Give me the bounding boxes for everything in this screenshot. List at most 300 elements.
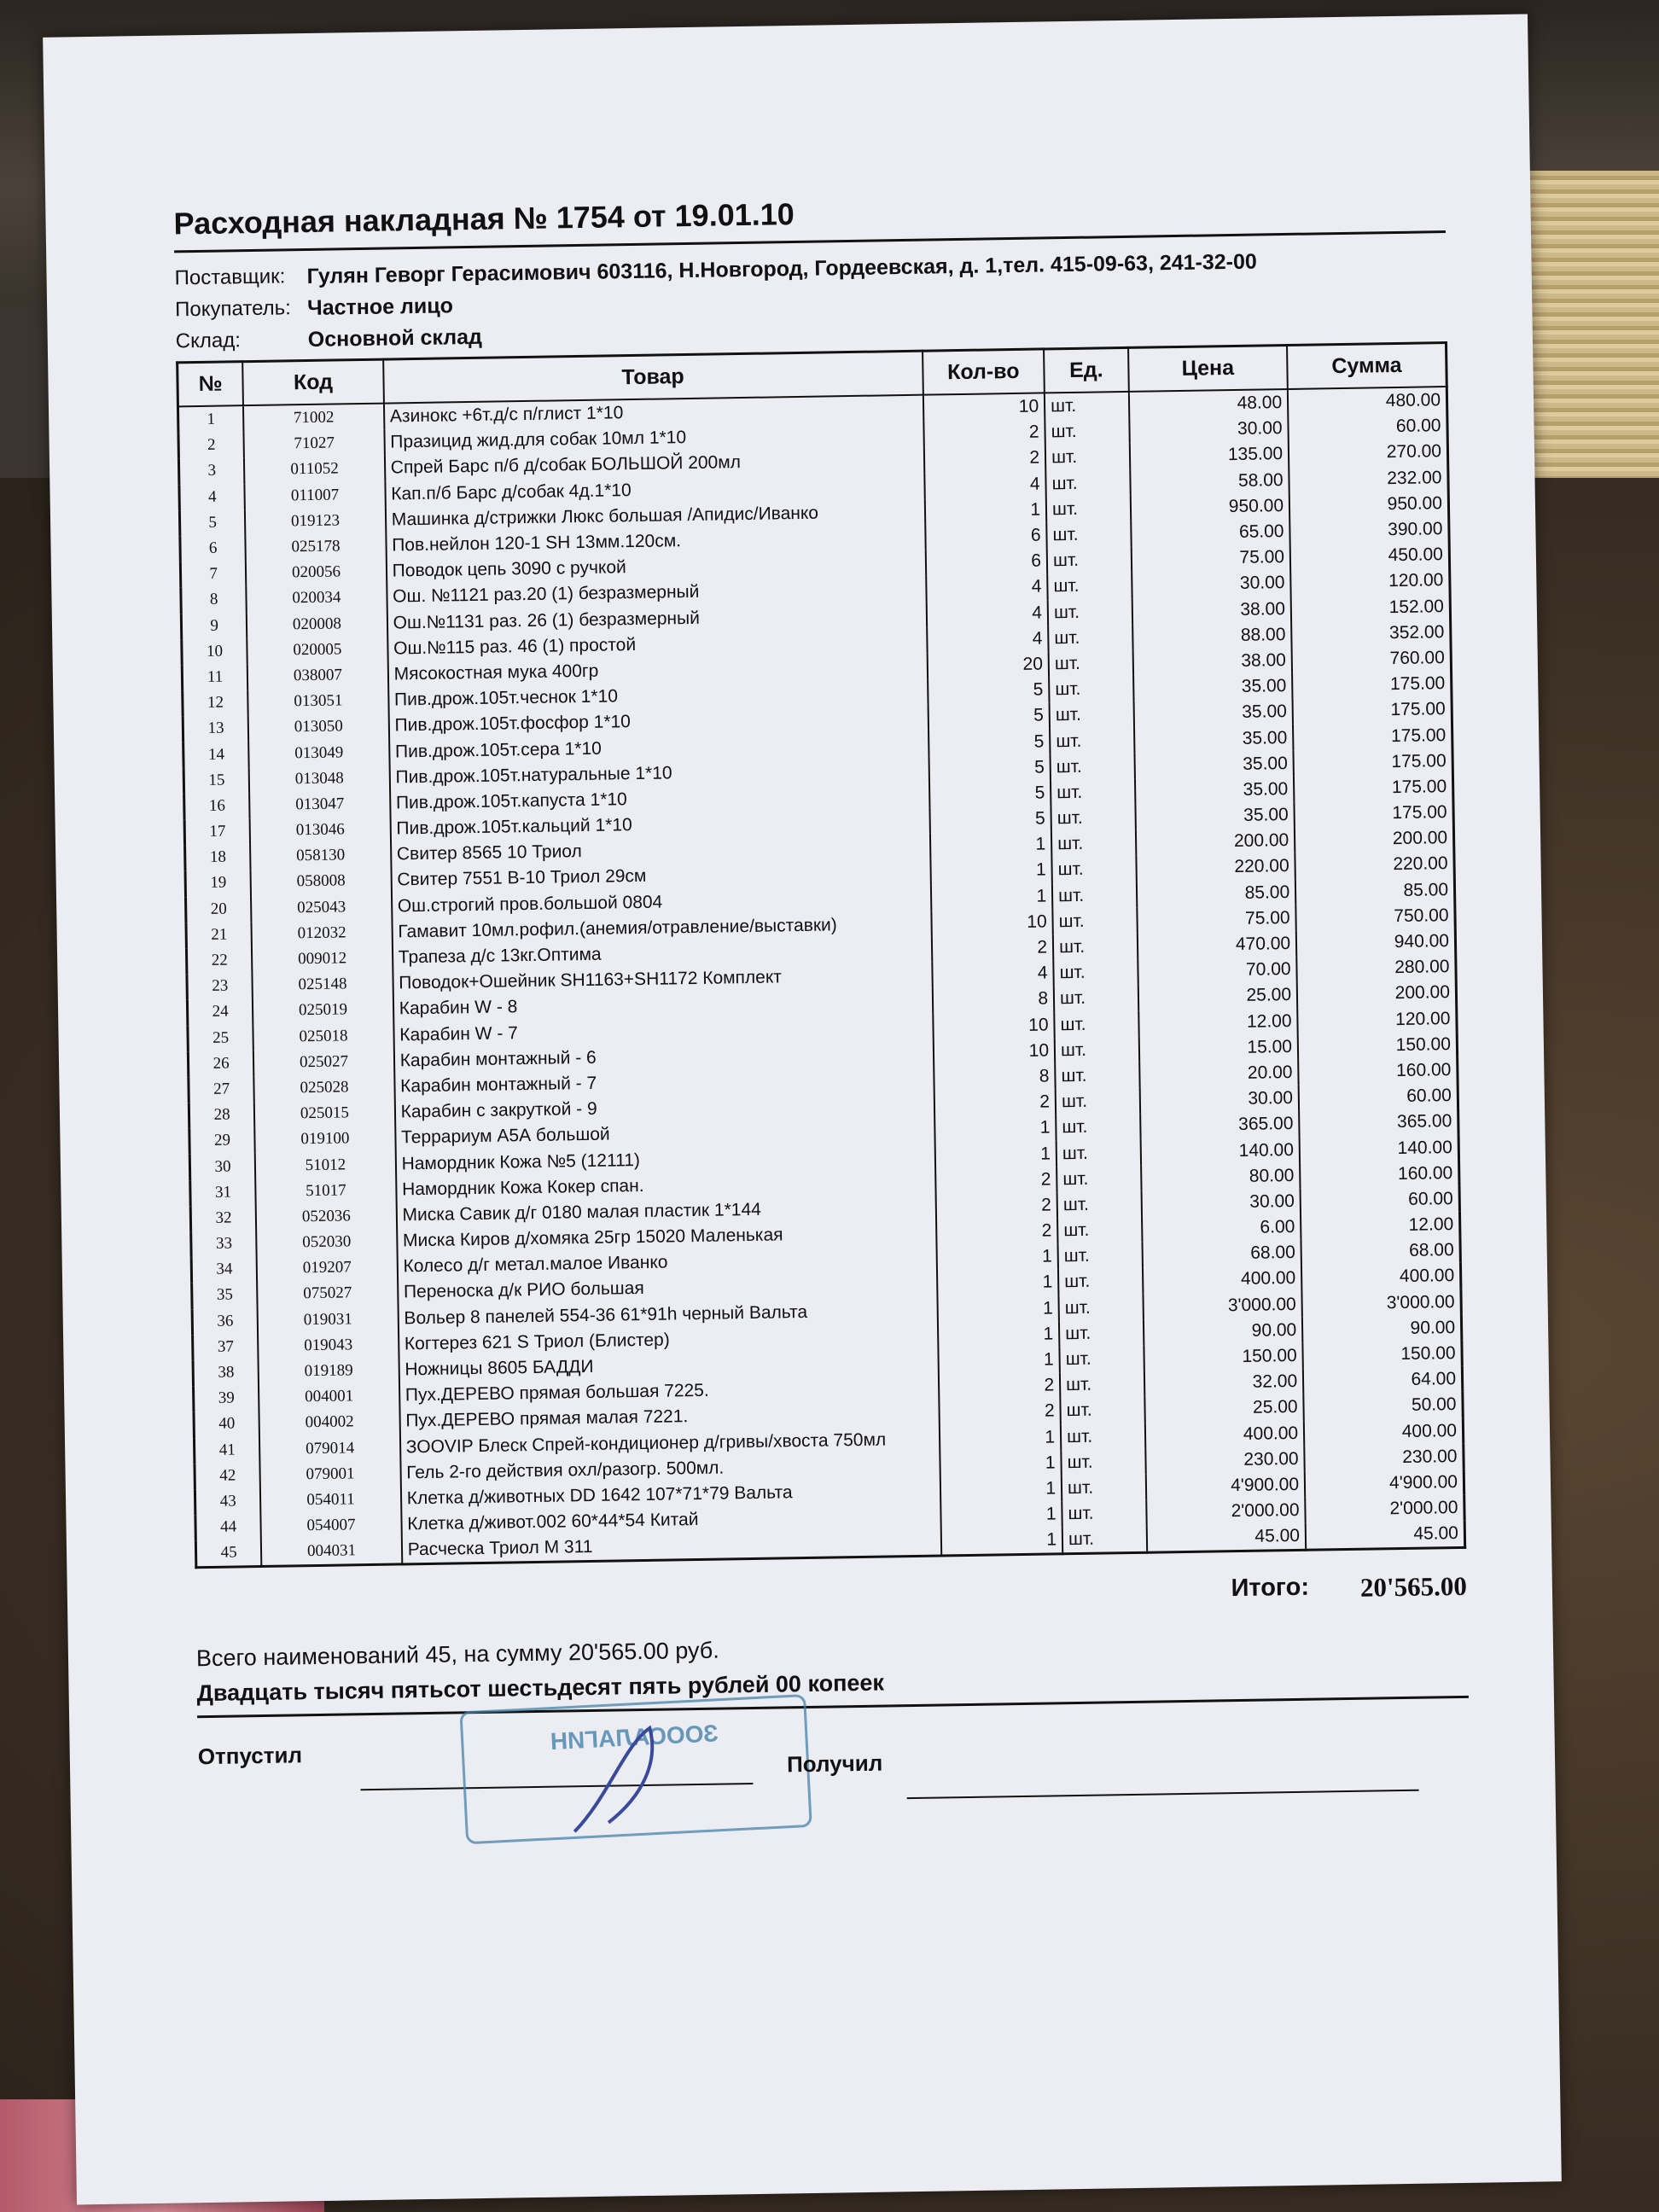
cell-name: Пив.дрож.105т.чеснок 1*10	[388, 679, 928, 713]
cell-price: 85.00	[1137, 879, 1296, 907]
cell-code: 013048	[249, 765, 390, 793]
header-name: Товар	[383, 351, 923, 403]
cell-qty: 1	[934, 1141, 1057, 1168]
cell-sum: 220.00	[1295, 851, 1454, 879]
amount-in-words: Двадцать тысяч пятьсот шестьдесят пять рублей 00 копеек	[196, 1670, 885, 1707]
cell-name: Миска Киров д/хомяка 25гр 15020 Маленькая	[397, 1220, 936, 1254]
cell-sum: 2'000.00	[1305, 1495, 1464, 1523]
cell-num: 31	[190, 1179, 256, 1206]
cell-price: 30.00	[1139, 1086, 1299, 1114]
header-qty: Кол-во	[923, 349, 1045, 395]
cell-num: 15	[183, 767, 249, 794]
cell-price: 35.00	[1133, 699, 1293, 727]
cell-sum: 175.00	[1294, 774, 1453, 802]
cell-name: Клетка д/живот.002 60*44*54 Китай	[401, 1504, 940, 1538]
cell-num: 10	[182, 638, 247, 665]
cell-name: Намордник Кожа Кокер спан.	[396, 1168, 935, 1202]
cell-code: 025015	[254, 1100, 395, 1128]
cell-qty: 10	[923, 393, 1045, 421]
cell-sum: 45.00	[1306, 1521, 1465, 1551]
cell-unit: шт.	[1062, 1500, 1146, 1528]
cell-code: 004002	[259, 1409, 400, 1437]
cell-sum: 160.00	[1300, 1161, 1459, 1189]
cell-qty: 1	[936, 1244, 1058, 1272]
cell-qty: 4	[924, 471, 1046, 498]
table-body	[178, 387, 1464, 1568]
cell-num: 16	[184, 793, 250, 819]
cell-name: Свитер 7551 В-10 Триол 29см	[391, 859, 930, 894]
cell-name: Ножницы 8605 БАДДИ	[399, 1348, 938, 1382]
cell-sum: 50.00	[1303, 1392, 1463, 1420]
cell-name: ЗООVIP Блеск Спрей-кондиционер д/гривы/хвоста 750мл	[400, 1426, 940, 1460]
cell-sum: 12.00	[1301, 1212, 1460, 1240]
cell-unit: шт.	[1046, 496, 1131, 523]
cell-name: Ош.строгий пров.большой 0804	[392, 885, 931, 919]
cell-unit: шт.	[1051, 856, 1136, 883]
header-num: №	[178, 362, 244, 407]
cell-num: 28	[189, 1102, 254, 1128]
cell-qty: 1	[930, 832, 1052, 859]
cell-qty: 10	[933, 1038, 1055, 1065]
cell-qty: 4	[926, 600, 1048, 627]
cell-sum: 60.00	[1288, 413, 1447, 441]
cell-sum: 200.00	[1295, 825, 1454, 853]
cell-code: 020056	[246, 559, 387, 587]
cell-unit: шт.	[1051, 753, 1135, 780]
cell-qty: 2	[939, 1399, 1061, 1426]
cell-price: 25.00	[1144, 1394, 1304, 1423]
cell-qty: 1	[938, 1347, 1060, 1374]
cell-name: Террариум А5А большой	[395, 1117, 934, 1151]
cell-price: 135.00	[1130, 441, 1289, 469]
warehouse-label: Склад:	[175, 329, 242, 353]
cell-unit: шт.	[1060, 1397, 1144, 1424]
cell-sum: 150.00	[1302, 1341, 1462, 1369]
cell-unit: шт.	[1050, 727, 1134, 754]
cell-qty: 5	[928, 677, 1050, 704]
cell-num: 5	[179, 509, 245, 536]
cell-price: 35.00	[1135, 802, 1295, 830]
released-label: Отпустил	[197, 1742, 303, 1770]
cell-qty: 4	[926, 574, 1048, 602]
cell-num: 17	[184, 818, 250, 845]
cell-unit: шт.	[1047, 547, 1132, 574]
cell-sum: 280.00	[1296, 954, 1456, 982]
cell-sum: 365.00	[1299, 1109, 1458, 1137]
cell-qty: 2	[938, 1372, 1060, 1400]
cell-qty: 8	[932, 987, 1054, 1014]
cell-name: Спрей Барс п/б д/собак БОЛЬШОЙ 200мл	[385, 447, 924, 481]
cell-num: 25	[188, 1025, 253, 1051]
total-value: 20'565.00	[1359, 1571, 1468, 1604]
cell-price: 35.00	[1135, 777, 1295, 805]
cell-num: 11	[182, 664, 247, 690]
cell-name: Гамавит 10мл.рофил.(анемия/отравление/выставки)	[392, 911, 931, 945]
cell-name: Пив.дрож.105т.кальций 1*10	[390, 808, 929, 842]
cell-unit: шт.	[1047, 573, 1132, 600]
cell-unit: шт.	[1058, 1268, 1143, 1295]
cell-unit: шт.	[1054, 1010, 1138, 1038]
cell-qty: 2	[936, 1218, 1058, 1245]
handwritten-signature	[556, 1711, 685, 1841]
cell-sum: 140.00	[1300, 1134, 1459, 1162]
cell-code: 019207	[257, 1254, 398, 1283]
cell-unit: шт.	[1051, 805, 1136, 832]
cell-code: 038007	[247, 661, 388, 690]
cell-price: 45.00	[1146, 1523, 1306, 1553]
cell-name: Колесо д/г метал.малое Иванко	[397, 1246, 936, 1280]
cell-num: 20	[185, 896, 251, 923]
invoice-paper	[43, 14, 1562, 2204]
cell-sum: 68.00	[1301, 1237, 1461, 1266]
cell-name: Трапеза д/с 13кг.Оптима	[393, 937, 932, 971]
cell-name: Карабин W - 8	[393, 988, 933, 1022]
invoice-title: Расходная накладная № 1754 от 19.01.10	[173, 196, 795, 242]
cell-unit: шт.	[1055, 1036, 1139, 1063]
header-price: Цена	[1128, 345, 1288, 391]
cell-name: Пив.дрож.105т.натуральные 1*10	[389, 756, 928, 790]
cell-name: Свитер 8565 10 Триол	[391, 834, 930, 868]
cell-num: 19	[185, 870, 251, 896]
cell-code: 019100	[254, 1126, 395, 1154]
cell-price: 220.00	[1136, 853, 1295, 882]
header-unit: Ед.	[1044, 347, 1128, 393]
cell-num: 33	[191, 1231, 257, 1257]
cell-code: 019031	[258, 1306, 399, 1334]
cell-price: 25.00	[1138, 982, 1297, 1010]
cell-qty: 1	[924, 497, 1046, 524]
cell-num: 45	[195, 1540, 261, 1568]
cell-qty: 1	[939, 1424, 1061, 1452]
cell-code: 013046	[250, 817, 391, 845]
header-code: Код	[242, 359, 383, 405]
cell-unit: шт.	[1059, 1320, 1144, 1348]
cell-num: 8	[181, 586, 247, 613]
cell-unit: шт.	[1052, 908, 1137, 935]
cell-code: 004001	[259, 1383, 399, 1412]
cell-unit: шт.	[1059, 1294, 1144, 1321]
cell-name: Расческа Триол М 311	[401, 1529, 940, 1565]
cell-code: 025028	[254, 1074, 395, 1102]
invoice-content	[173, 160, 1471, 1864]
cell-name: Пив.дрож.105т.фосфор 1*10	[388, 705, 928, 739]
cell-code: 025019	[253, 997, 393, 1025]
cell-price: 365.00	[1140, 1111, 1300, 1139]
cell-num: 22	[186, 947, 252, 974]
cell-num: 7	[180, 561, 246, 587]
cell-price: 35.00	[1134, 725, 1294, 753]
cell-name: Пив.дрож.105т.капуста 1*10	[390, 782, 929, 816]
cell-code: 019043	[258, 1331, 399, 1359]
cell-code: 013049	[248, 739, 389, 767]
cell-sum: 120.00	[1297, 1005, 1457, 1033]
cell-qty: 1	[930, 858, 1052, 885]
cell-num: 40	[194, 1411, 259, 1437]
cell-num: 14	[183, 742, 249, 768]
cell-sum: 175.00	[1293, 696, 1452, 725]
cell-num: 43	[195, 1488, 260, 1515]
cell-num: 38	[193, 1359, 259, 1386]
cell-num: 21	[186, 922, 252, 948]
received-signature-line	[907, 1790, 1419, 1799]
cell-qty: 1	[934, 1115, 1057, 1143]
cell-name: Азинокс +6т.д/с п/глист 1*10	[384, 395, 923, 430]
cell-code: 51017	[255, 1177, 396, 1205]
cell-price: 90.00	[1144, 1318, 1303, 1346]
cell-code: 020008	[247, 610, 387, 638]
cell-price: 20.00	[1139, 1060, 1299, 1088]
cell-name: Мясокостная мука 400гр	[387, 654, 927, 688]
buyer-value: Частное лицо	[306, 294, 454, 320]
cell-sum: 3'000.00	[1302, 1289, 1462, 1317]
cell-num: 18	[185, 844, 251, 870]
cell-price: 88.00	[1132, 622, 1292, 650]
cell-code: 025027	[253, 1048, 394, 1076]
cell-code: 013050	[248, 713, 389, 742]
cell-num: 13	[183, 715, 248, 742]
cell-name: Ош.№1131 раз. 26 (1) безразмерный	[387, 602, 926, 636]
cell-unit: шт.	[1056, 1114, 1140, 1141]
cell-sum: 150.00	[1298, 1032, 1458, 1060]
cell-code: 009012	[252, 945, 393, 973]
cell-code: 079001	[260, 1460, 401, 1488]
cell-sum: 200.00	[1297, 980, 1457, 1008]
cell-unit: шт.	[1051, 779, 1135, 806]
cell-code: 079014	[259, 1435, 400, 1463]
cell-name: Когтерез 621 S Триол (Блистер)	[399, 1323, 938, 1357]
supplier-value: Гулян Геворг Герасимович 603116, Н.Новгород, Гордеевская, д. 1,тел. 415-09-63, 241-32-00	[306, 249, 1258, 288]
cell-qty: 4	[927, 626, 1049, 653]
cell-num: 6	[180, 535, 246, 562]
cell-price: 80.00	[1141, 1162, 1301, 1190]
cell-num: 44	[195, 1514, 261, 1540]
cell-num: 24	[187, 998, 253, 1025]
cell-name: Пов.нейлон 120-1 SH 13мм.120см.	[386, 525, 925, 559]
cell-num: 32	[190, 1205, 256, 1231]
cell-unit: шт.	[1058, 1243, 1143, 1270]
cell-unit: шт.	[1051, 830, 1136, 858]
cell-sum: 940.00	[1296, 928, 1456, 957]
cell-code: 013051	[247, 688, 388, 716]
cell-qty: 6	[925, 522, 1047, 550]
cell-code: 020005	[247, 636, 387, 664]
cell-name: Кап.п/б Барс д/собак 4д.1*10	[385, 473, 924, 507]
cell-qty: 20	[927, 651, 1049, 678]
cell-code: 71002	[243, 404, 384, 433]
cell-code: 004031	[261, 1538, 402, 1567]
cell-price: 950.00	[1130, 493, 1289, 521]
total-label: Итого:	[1231, 1574, 1310, 1603]
cell-price: 400.00	[1143, 1266, 1302, 1294]
cell-price: 230.00	[1145, 1446, 1305, 1474]
cell-unit: шт.	[1049, 650, 1133, 678]
summary-line: Всего наименований 45, на сумму 20'565.00 руб.	[195, 1638, 719, 1672]
cell-price: 35.00	[1134, 751, 1294, 779]
cell-name: Пив.дрож.105т.сера 1*10	[389, 731, 928, 765]
cell-sum: 450.00	[1290, 542, 1450, 570]
cell-name: Переноска д/к РИО большая	[398, 1272, 937, 1306]
cell-code: 011052	[244, 456, 385, 484]
cell-name: Празицид жид.для собак 10мл 1*10	[384, 422, 923, 456]
header-sum: Сумма	[1287, 343, 1447, 389]
cell-price: 38.00	[1132, 596, 1291, 624]
cell-unit: шт.	[1062, 1526, 1147, 1554]
cell-code: 052036	[256, 1202, 397, 1231]
cell-num: 30	[189, 1154, 255, 1180]
cell-price: 38.00	[1132, 648, 1292, 676]
received-label: Получил	[786, 1750, 883, 1778]
warehouse-value: Основной склад	[307, 324, 483, 352]
cell-num: 37	[193, 1334, 259, 1360]
cell-num: 1	[178, 405, 243, 433]
cell-price: 200.00	[1136, 828, 1295, 856]
cell-code: 058008	[251, 868, 392, 896]
stamp-text: ЗООСАЛАГИН	[550, 1720, 719, 1755]
cell-qty: 8	[934, 1063, 1056, 1091]
cell-unit: шт.	[1059, 1346, 1144, 1373]
cell-sum: 85.00	[1295, 877, 1455, 905]
cell-price: 58.00	[1130, 468, 1289, 496]
cell-unit: шт.	[1052, 882, 1137, 909]
cell-unit: шт.	[1053, 934, 1138, 961]
cell-unit: шт.	[1045, 444, 1130, 471]
cell-unit: шт.	[1057, 1165, 1141, 1192]
cell-sum: 760.00	[1292, 645, 1452, 673]
cell-qty: 2	[934, 1089, 1056, 1116]
cell-sum: 232.00	[1289, 465, 1448, 493]
cell-num: 12	[183, 690, 248, 716]
cell-num: 41	[194, 1437, 259, 1464]
cell-price: 30.00	[1129, 416, 1289, 444]
cell-qty: 1	[937, 1270, 1059, 1297]
cell-code: 054011	[260, 1486, 401, 1514]
cell-qty: 2	[931, 934, 1053, 962]
cell-unit: шт.	[1048, 625, 1132, 652]
cell-price: 140.00	[1140, 1137, 1300, 1165]
cell-sum: 950.00	[1289, 491, 1449, 519]
cell-num: 3	[178, 458, 244, 485]
cell-num: 34	[191, 1256, 257, 1283]
cell-unit: шт.	[1048, 598, 1132, 626]
cell-code: 025043	[251, 894, 392, 922]
cell-sum: 60.00	[1299, 1083, 1458, 1111]
cell-name: Пух.ДЕРЕВО прямая большая 7225.	[399, 1375, 939, 1409]
cell-num: 9	[181, 613, 247, 639]
cell-qty: 1	[940, 1450, 1062, 1477]
cell-code: 025148	[253, 971, 393, 999]
cell-code: 019189	[259, 1357, 399, 1385]
cell-sum: 750.00	[1295, 903, 1455, 931]
cell-num: 2	[178, 432, 244, 458]
cell-name: Гель 2-го действия охл/разогр. 500мл.	[400, 1452, 940, 1486]
cell-qty: 5	[929, 780, 1051, 807]
cell-sum: 160.00	[1298, 1057, 1458, 1086]
cell-name: Ош. №1121 раз.20 (1) безразмерный	[387, 576, 926, 610]
cell-unit: шт.	[1061, 1423, 1145, 1450]
cell-code: 013047	[249, 790, 390, 818]
total-row	[195, 1571, 1467, 1621]
cell-num: 42	[195, 1463, 260, 1489]
cell-qty: 4	[932, 960, 1054, 987]
cell-price: 68.00	[1142, 1240, 1301, 1268]
cell-qty: 5	[928, 754, 1051, 782]
cell-sum: 152.00	[1291, 594, 1451, 622]
cell-qty: 10	[933, 1012, 1055, 1039]
cell-price: 3'000.00	[1143, 1291, 1302, 1319]
cell-name: Пух.ДЕРЕВО прямая малая 7221.	[399, 1400, 939, 1435]
cell-price: 65.00	[1131, 519, 1290, 547]
cell-unit: шт.	[1057, 1217, 1142, 1244]
cell-price: 400.00	[1145, 1420, 1305, 1448]
cell-price: 30.00	[1141, 1189, 1301, 1217]
cell-unit: шт.	[1060, 1371, 1144, 1399]
cell-price: 70.00	[1138, 957, 1297, 985]
cell-name: Карабин с закруткой - 9	[394, 1091, 934, 1126]
cell-price: 30.00	[1132, 570, 1291, 598]
cell-price: 4'900.00	[1146, 1472, 1306, 1500]
cell-code: 052030	[256, 1228, 397, 1256]
cell-qty: 6	[925, 549, 1047, 576]
cell-num: 4	[179, 484, 245, 510]
cell-qty: 1	[940, 1501, 1062, 1528]
cell-sum: 400.00	[1304, 1417, 1464, 1446]
cell-name: Поводок цепь 3090 с ручкой	[386, 550, 925, 585]
cell-num: 23	[187, 973, 253, 999]
cell-code: 025178	[246, 533, 387, 562]
cell-price: 75.00	[1137, 905, 1296, 934]
cell-qty: 1	[940, 1476, 1062, 1503]
cell-code: 51012	[255, 1151, 396, 1179]
cell-code: 058130	[250, 842, 391, 870]
cell-price: 470.00	[1138, 931, 1297, 959]
cell-num: 36	[192, 1308, 258, 1335]
cell-price: 2'000.00	[1146, 1498, 1306, 1526]
cell-num: 26	[188, 1051, 253, 1077]
cell-sum: 90.00	[1302, 1315, 1462, 1343]
cell-unit: шт.	[1050, 701, 1134, 729]
cell-qty: 2	[935, 1192, 1057, 1220]
cell-name: Карабин W - 7	[393, 1014, 933, 1048]
cell-qty: 1	[930, 883, 1052, 911]
cell-qty: 1	[940, 1528, 1062, 1557]
cell-price: 150.00	[1144, 1343, 1303, 1371]
cell-sum: 175.00	[1292, 671, 1452, 699]
cell-unit: шт.	[1057, 1139, 1141, 1167]
signature-area	[197, 1715, 1470, 1863]
cell-sum: 230.00	[1304, 1444, 1464, 1472]
cell-unit: шт.	[1056, 1088, 1140, 1115]
cell-price: 6.00	[1142, 1214, 1301, 1243]
cell-name: Поводок+Ошейник SH1163+SH1172 Комплект	[393, 963, 932, 997]
cell-sum: 120.00	[1290, 568, 1450, 596]
buyer-label: Покупатель:	[174, 296, 292, 322]
cell-unit: шт.	[1062, 1475, 1146, 1502]
cell-price: 32.00	[1144, 1369, 1304, 1397]
cell-name: Намордник Кожа №5 (12111)	[395, 1143, 934, 1177]
cell-price: 12.00	[1138, 1008, 1298, 1036]
cell-sum: 175.00	[1295, 800, 1454, 828]
cell-qty: 2	[935, 1167, 1057, 1194]
cell-num: 35	[192, 1282, 258, 1308]
cell-qty: 1	[937, 1295, 1059, 1323]
cell-unit: шт.	[1049, 676, 1133, 703]
items-table	[176, 341, 1466, 1569]
cell-sum: 60.00	[1301, 1186, 1460, 1214]
cell-unit: шт.	[1061, 1448, 1145, 1476]
cell-name: Карабин монтажный - 7	[394, 1065, 934, 1099]
cell-unit: шт.	[1055, 1062, 1139, 1090]
cell-name: Карабин монтажный - 6	[393, 1039, 933, 1074]
